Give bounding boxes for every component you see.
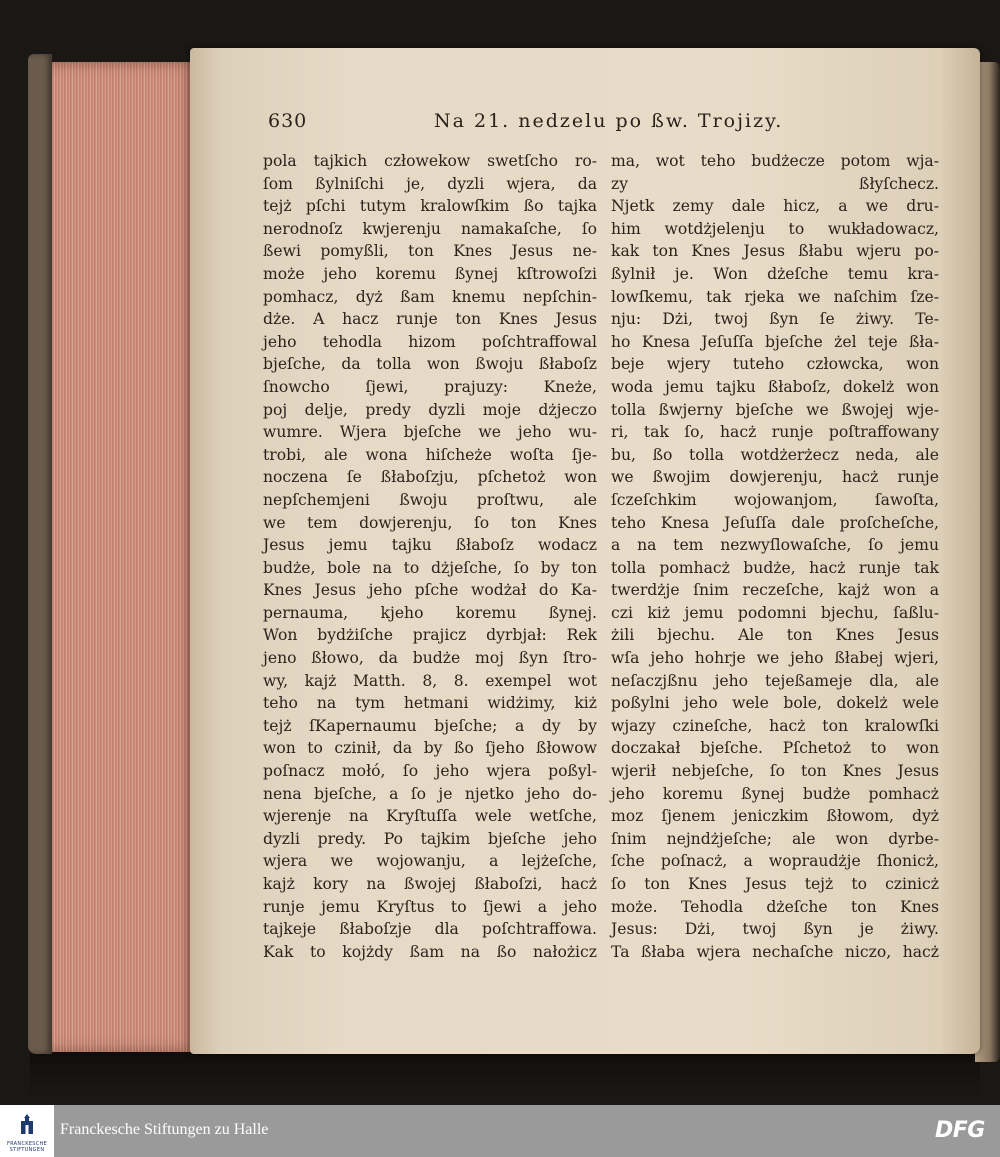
text-line: doczakał bjeſche. Pſchetoż to won [611,739,939,758]
text-line: wjera we wojowanju, a lejżeſche, [263,852,597,871]
text-line: teho Knesa Jeſuſſa dale proſcheſche, [611,513,939,532]
text-line: zy ßłyſchecz. [611,174,939,193]
text-line: woda jemu tajku ßłaboſz, dokelż won [611,377,939,396]
text-line: nerodnoſz kwjerenju namakaſche, ſo [263,219,597,238]
text-line: bu, ßo tolla wotdżerżecz neda, ale [611,445,939,464]
text-line: jeno ßłowo, da budże moj ßyn ſtro- [263,649,597,668]
text-line: tejż ſKapernaumu bjeſche; a dy by [263,716,597,735]
viewer-footer-bar [0,1105,1000,1157]
text-line: Knes Jesus jeho pſche wodżał do Ka- [263,581,597,600]
text-line: a na tem nezwyſlowaſche, ſo jemu [611,536,939,555]
text-line: nepſchemjeni ßwoju proſtwu, ale [263,490,597,509]
text-line: runje jemu Kryſtus to ſjewi a jeho [263,897,597,916]
text-line: pomhacz, dyż ßam knemu nepſchin- [263,287,597,306]
franckesche-logo[interactable] [0,1105,54,1157]
text-line: kajż kory na ßwojej ßłaboſzi, hacż [263,875,597,893]
text-line: tolla pomhacż budże, hacż runje tak [611,558,939,577]
text-line: może. Tehodla dżeſche ton Knes [611,897,939,916]
text-line: poſnacz mołó, ſo jeho wjera poßyl- [263,762,597,781]
text-line: poj delje, predy dyzli moje dżjeczo [263,400,597,419]
institution-name: Franckesche Stiftungen zu Halle [60,1121,269,1138]
text-line: beje wjery tuteho człowcka, won [611,355,939,374]
page-number: 630 [268,110,308,132]
text-line: Kak to kojżdy ßam na ßo nałożicz [263,942,597,961]
text-line: ſom ßylniſchi je, dyzli wjera, da [263,174,597,193]
text-line: wjazy czineſche, hacż ton kralowſki [611,716,939,735]
text-line: ſnim nejndżjeſche; ale won dyrbe- [611,829,939,848]
text-line: ſczeſchkim wojowanjom, ſawoſta, [611,490,939,509]
text-line: ho Knesa Jeſuſſa bjeſche żel teje ßła- [611,332,939,351]
text-line: won to czinił, da by ßo ſjeho ßłowow [263,739,597,758]
text-line: poßylni jeho wele bole, dokelż wele [611,694,939,713]
text-column-left [263,150,597,963]
logo-text: FRANCKESCHE STIFTUNGEN [6,1141,48,1153]
book-page-edges [38,62,198,1052]
text-line: wſa jeho hohrje we jeho ßłabej wjeri, [611,649,939,668]
text-column-right [611,150,939,963]
text-line: Jesus: Dżi, twoj ßyn je żiwy. [611,920,939,939]
text-line: teho na tym hetmani widżimy, kiż [263,694,597,713]
text-line: neſaczjßnu jeho tejeßameje dla, ale [611,671,939,690]
text-line: Won bydżiſche prajicz dyrbjał: Rek [263,626,597,645]
text-line: budże, bole na to dżjeſche, ſo by ton [263,558,597,577]
text-line: ſnowcho ſjewi, prajuzy: Kneże, [263,377,597,396]
text-line: tejż pſchi tutym kralowſkim ßo tajka [263,197,597,216]
text-line: ßylnił je. Won dżeſche temu kra- [611,264,939,283]
text-line: we tem dowjerenju, ſo ton Knes [263,513,597,532]
book-cover-edge [28,54,52,1054]
text-line: bjeſche, da tolla won ßwoju ßłaboſz [263,355,597,374]
text-line: tajkeje ßłaboſzje dla poſchtraffowa. [263,920,597,939]
text-line: wjerenje na Kryſtuſſa wele wetſche, [263,807,597,826]
text-line: ſo ton Knes Jesus tejż to czinicż [611,875,939,893]
text-line: trobi, ale wona hiſcheże woſta ſje- [263,445,597,464]
text-line: ßewi pomyßli, ton Knes Jesus ne- [263,242,597,261]
text-line: wy, kajż Matth. 8, 8. exempel wot [263,671,597,690]
text-line: Njetk zemy dale hicz, a we dru- [611,197,939,216]
text-line: czi kiż jemu podomni bjechu, ſaßlu- [611,603,939,622]
text-line: pernauma, kjeho koremu ßynej. [263,603,597,622]
text-line: wumre. Wjera bjeſche we jeho wu- [263,423,597,442]
text-line: moz ſjenem jeniczkim ßłowom, dyż [611,807,939,826]
text-line: Jesus jemu tajku ßłaboſz wodacz [263,536,597,555]
text-line: wjerił nebjeſche, ſo ton Knes Jesus [611,762,939,781]
text-line: jeho tehodla hizom poſchtraffowal [263,332,597,351]
text-line: him wotdżjelenju to wukładowacz, [611,219,939,238]
text-line: dże. A hacz runje ton Knes Jesus [263,310,597,329]
running-title: Na 21. nedzelu po ßw. Trojizy. [434,110,784,132]
text-line: lowſkemu, tak rjeka we naſchim ſze- [611,287,939,306]
text-line: kak ton Knes Jesus ßłabu wjeru po- [611,242,939,261]
institution-emblem-icon [18,1113,36,1135]
text-line: nena bjeſche, a ſo je njetko jeho do- [263,784,597,803]
text-line: tolla ßwjerny bjeſche we ßwojej wje- [611,400,939,419]
text-line: twerdżje ſnim reczeſche, kajż won a [611,581,939,600]
text-line: może jeho koremu ßynej kſtrowoſzi [263,264,597,283]
text-line: we ßwojim dowjerenju, hacż runje [611,468,939,487]
dfg-logo[interactable]: DFG [935,1118,985,1143]
text-line: pola tajkich człowekow swetſcho ro- [263,152,597,170]
text-line: ri, tak ſo, hacż runje poſtraffowany [611,423,939,442]
text-line: noczena ſe ßłaboſzju, pſchetoż won [263,468,597,487]
text-line: nju: Dżi, twoj ßyn ſe żiwy. Te- [611,310,939,329]
text-line: żili bjechu. Ale ton Knes Jesus [611,626,939,645]
text-line: Ta ßłaba wjera nechaſche niczo, hacż [611,942,939,961]
text-line: ſche poſnacż, a wopraudżje ſhonicż, [611,852,939,871]
text-line: dyzli predy. Po tajkim bjeſche jeho [263,829,597,848]
page-header [268,110,968,140]
text-line: jeho koremu ßynej budże pomhacż [611,784,939,803]
text-line: ma, wot teho budżecze potom wja- [611,152,939,170]
